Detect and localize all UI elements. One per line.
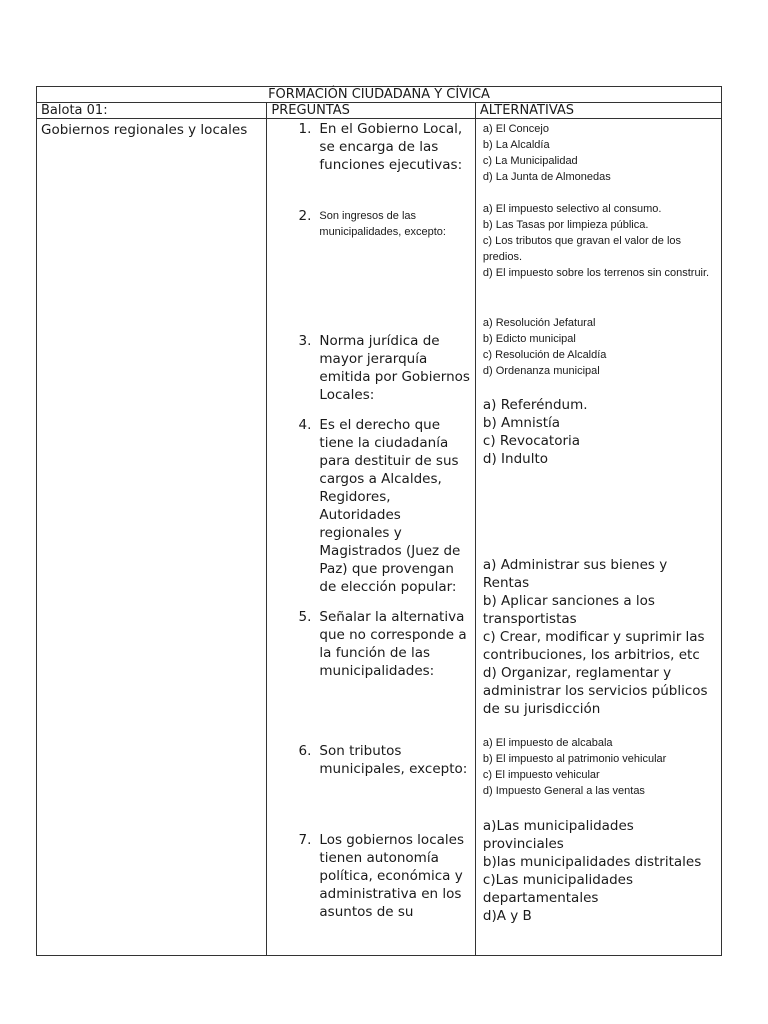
- alternatives-q3: [483, 315, 715, 379]
- alternatives-q6: [483, 735, 715, 799]
- question-number: 2.: [298, 208, 312, 224]
- question-number: 1.: [298, 121, 312, 137]
- question-number: 6.: [298, 743, 312, 759]
- alternative-d: d)A y B: [482, 908, 532, 924]
- question-number: 3.: [298, 333, 312, 349]
- alternative-d: d) Organizar, reglamentar y administrar los servicios públicos de su jurisdicción: [482, 665, 708, 717]
- alternative-d: d) Indulto: [482, 451, 549, 467]
- alternative-a: a) Administrar sus bienes y Rentas: [482, 557, 668, 591]
- document-page: [36, 86, 722, 956]
- header-balota: Balota 01:: [37, 103, 267, 119]
- alternative-c: c) El impuesto vehicular: [482, 769, 600, 781]
- alternative-a: a) Resolución Jefatural: [482, 317, 596, 329]
- alternative-b: b) La Alcaldía: [482, 139, 550, 151]
- alternative-a: a) El Concejo: [482, 123, 549, 135]
- alternatives-q2: [483, 201, 715, 281]
- table-title: FORMACIÓN CIUDADANA Y CÍVICA: [37, 87, 722, 103]
- question-text: Los gobiernos locales tienen autonomía política, económica y administrativa en los asuntos de su: [319, 832, 464, 920]
- header-preguntas: PREGUNTAS: [267, 103, 476, 119]
- alternatives-q4: [483, 396, 715, 468]
- alternative-a: a) El impuesto de alcabala: [482, 737, 613, 749]
- alternative-d: d) El impuesto sobre los terrenos sin construir.: [482, 267, 710, 279]
- alternative-c: c) Resolución de Alcaldía: [482, 349, 607, 361]
- alternatives-cell: [475, 119, 721, 956]
- alternative-b: b)las municipalidades distritales: [482, 854, 702, 870]
- alternative-d: d) La Junta de Almonedas: [482, 171, 611, 183]
- alternative-b: b) Las Tasas por limpieza pública.: [482, 219, 649, 231]
- question-number: 7.: [298, 832, 312, 848]
- alternative-c: c) Revocatoria: [482, 433, 581, 449]
- alternative-b: b) Aplicar sanciones a los transportistas: [482, 593, 655, 627]
- alternative-c: c) La Municipalidad: [482, 155, 578, 167]
- alternative-c: c) Crear, modificar y suprimir las contribuciones, los arbitrios, etc: [482, 629, 705, 663]
- alternative-a: a) El impuesto selectivo al consumo.: [482, 203, 662, 215]
- alternative-b: b) Edicto municipal: [482, 333, 576, 345]
- question-text: Son tributos municipales, excepto:: [319, 743, 468, 777]
- alternative-d: d) Ordenanza municipal: [482, 365, 600, 377]
- topic-cell: Gobiernos regionales y locales: [37, 119, 267, 956]
- exam-table: [36, 86, 722, 956]
- alternative-c: c)Las municipalidades departamentales: [482, 872, 633, 906]
- question-text: Norma jurídica de mayor jerarquía emitida por Gobiernos Locales:: [319, 333, 470, 403]
- alternative-c: c) Los tributos que gravan el valor de los predios.: [482, 235, 682, 263]
- question-text: Señalar la alternativa que no corresponde a la función de las municipalidades:: [319, 609, 467, 679]
- alternative-b: b) Amnistía: [482, 415, 561, 431]
- question-number: 5.: [298, 609, 312, 625]
- alternative-b: b) El impuesto al patrimonio vehicular: [482, 753, 667, 765]
- alternative-a: a) Referéndum.: [482, 397, 588, 413]
- alternative-a: a)Las municipalidades provinciales: [482, 818, 634, 852]
- question-text: Es el derecho que tiene la ciudadanía para destituir de sus cargos a Alcaldes, Regidores, Autoridades regionales y Magistrados (Juez de Paz) que provengan de elección popular:: [319, 417, 461, 595]
- alternatives-q1: [483, 121, 715, 185]
- question-text: En el Gobierno Local, se encarga de las funciones ejecutivas:: [319, 121, 463, 173]
- question-number: 4.: [298, 417, 312, 433]
- alternatives-q7: [483, 817, 715, 925]
- question-text: Son ingresos de las municipalidades, excepto:: [319, 210, 446, 238]
- header-alternativas: ALTERNATIVAS: [475, 103, 721, 119]
- alternatives-q5: [483, 556, 715, 718]
- questions-cell: [267, 119, 476, 956]
- alternative-d: d) Impuesto General a las ventas: [482, 785, 645, 797]
